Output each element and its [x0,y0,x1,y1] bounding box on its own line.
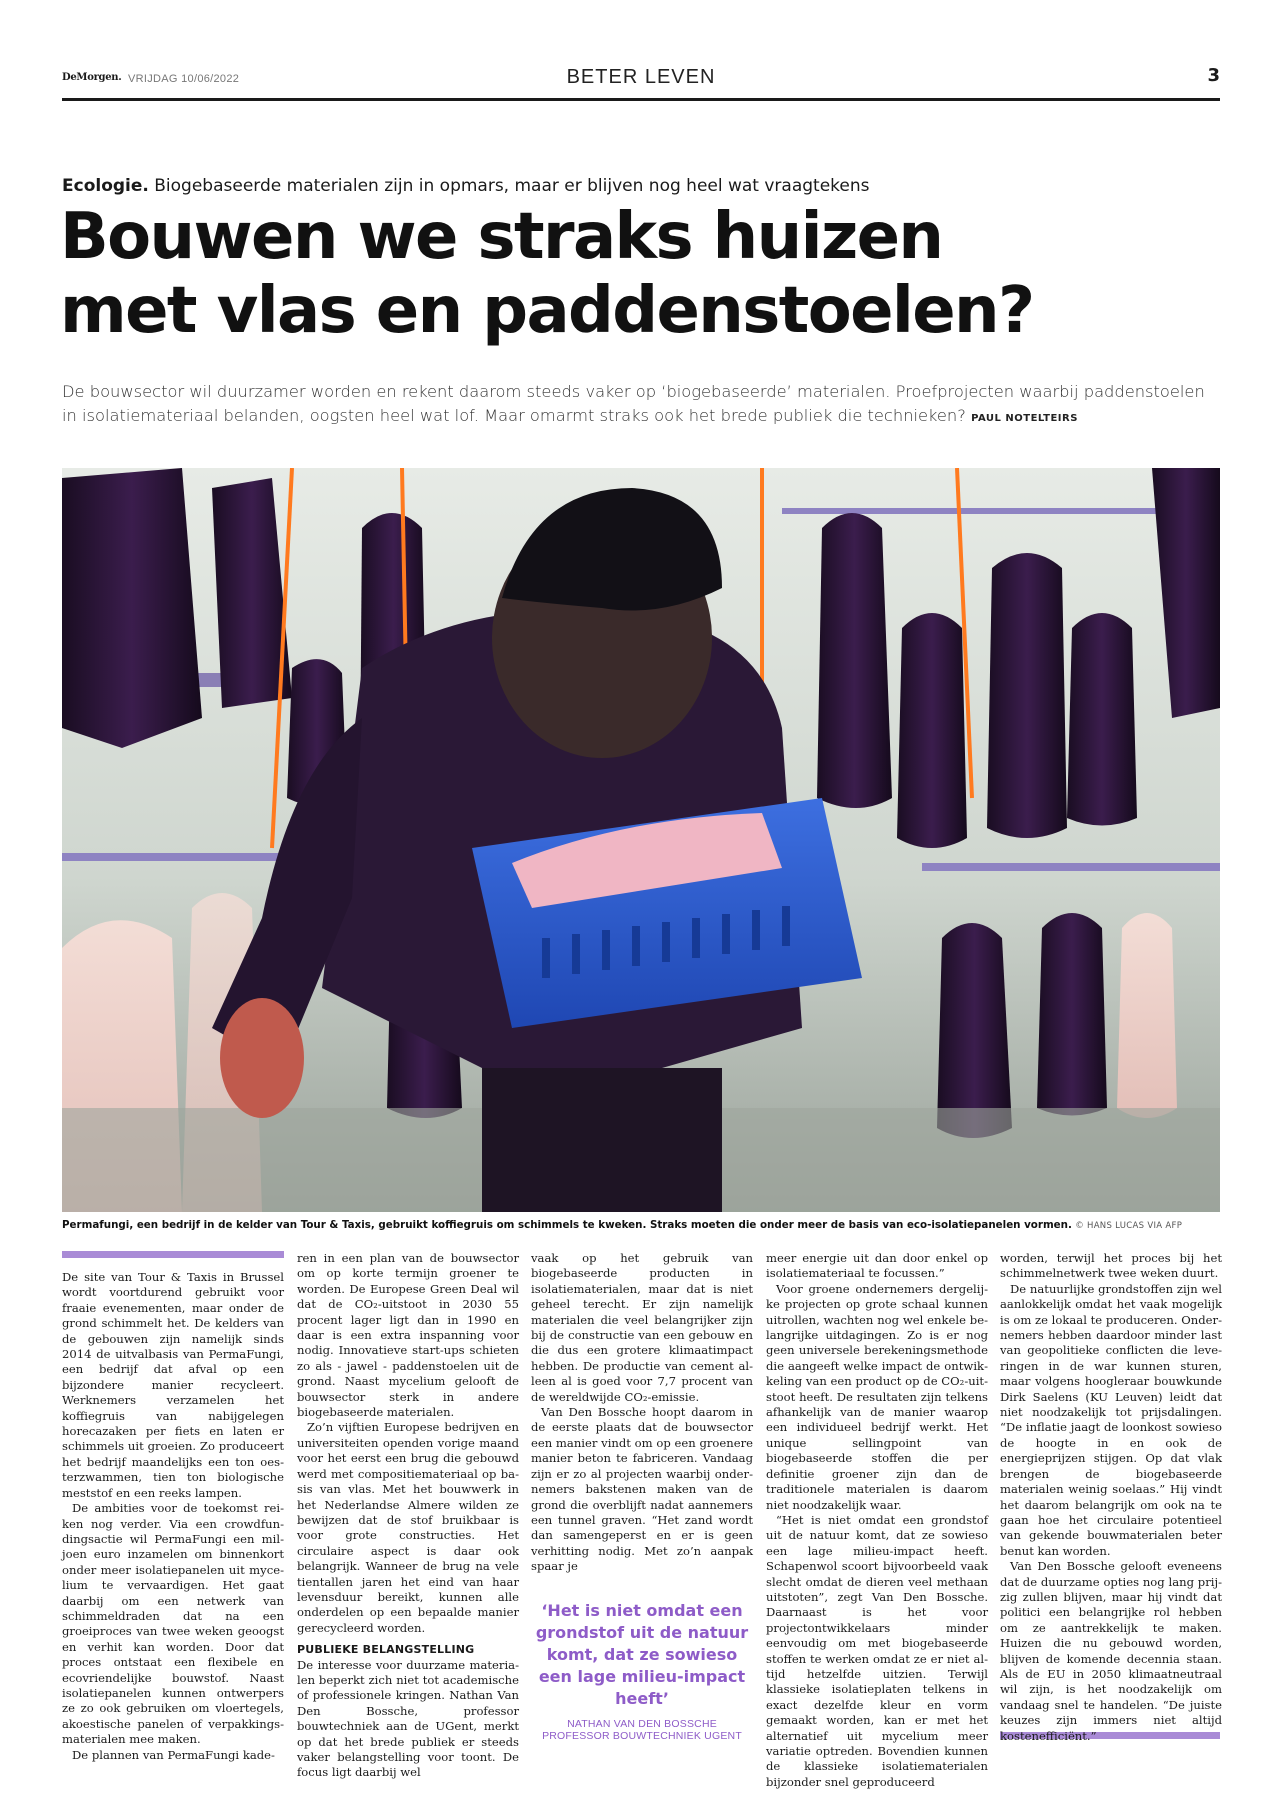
photo-credit: © HANS LUCAS VIA AFP [1075,1221,1183,1231]
kicker-label: Ecologie. [62,176,149,196]
paragraph: Van Den Bossche gelooft eveneens dat de duurzame opties nog lang prijzig zullen blijven, maar hij vindt dat politici een belangrijke rol hebben om ze aantrekkelijk te maken. Huizen die nu gebouwd worden, blijven de komende decennia staan. Als de EU in 2050 klimaatneutraal wil zijn, is het noodzakelijk om vandaag snel te handelen. “De juiste keuzes zijn immers niet altijd kostenefficiënt.” [1000,1559,1222,1743]
paragraph: Zo’n vijftien Europese bedrijven en universiteiten openden vorige maand voor het eerst een brug die gebouwd werd met compositiemateriaal op basis van vlas. Met het bouwwerk in het Nederlandse Almere wilden ze bewijzen dat de stof bruikbaar is voor grote constructies. Het circulaire aspect is daar ook belangrijk. Wanneer de brug na vele tientallen jaren het eind van haar levensduur bereikt, kunnen alle onderdelen op een bepaalde manier gerecycleerd worden. [297,1420,519,1635]
section-title: BETER LEVEN [566,66,716,88]
article-photo [62,468,1220,1212]
paragraph: vaak op het gebruik van biogebaseerde producten in isolatiematerialen, maar dat is niet geheel terecht. Er zijn namelijk materialen die veel belangrijker zijn bij de constructie van een gebouw en die dus een grotere klimaatimpact hebben. De productie van cement alleen al is goed voor 7,7 procent van de wereldwijde CO₂-emissie. [531,1251,753,1404]
headline-line-1: Bouwen we straks huizen [60,200,943,274]
paragraph: Van Den Bossche hoopt daarom in de eerste plaats dat de bouwsector een manier vindt om op een groenere manier beton te fabriceren. Vandaag zijn er zo al projecten waarbij ondernemers bakstenen maken van de grond die overblijft nadat aannemers een tunnel graven. “Het zand wordt dan samengeperst en er is geen verhitting nodig. Met zo’n aanpak spaar je [531,1405,753,1574]
pull-quote-role: PROFESSOR BOUWTECHNIEK UGENT [542,1730,742,1742]
caption-text: Permafungi, een bedrijf in de kelder van Tour & Taxis, gebruikt koffiegruis om schimmels te kweken. Straks moeten die onder meer de basis van eco-isolatiepanelen vormen. [62,1219,1072,1231]
body-column-4 [766,1251,988,1790]
paragraph: De interesse voor duurzame materialen beperkt zich niet tot academische of professionele kringen. Nathan Van Den Bossche, professor bouwtechniek aan de UGent, merkt op dat het brede publiek er steeds vaker belangstelling voor toont. De focus ligt daarbij wel [297,1657,519,1780]
intro-text: De bouwsector wil duurzamer worden en rekent daarom steeds vaker op ‘biogebaseerde’ materialen. Proefprojecten waarbij paddenstoelen in isolatiemateriaal belanden, oogsten heel wat lof. Maar omarmt straks ook het brede publiek die technieken? [62,382,1205,425]
body-column-1 [62,1270,284,1763]
page-number: 3 [1207,65,1220,86]
article-headline [60,200,1210,348]
body-column-3 [531,1251,753,1575]
pull-quote-text: ‘Het is niet omdat een grondstof uit de natuur komt, dat ze sowieso een lage milieu-impact heeft’ [535,1601,749,1708]
issue-date: VRIJDAG 10/06/2022 [128,73,240,85]
paragraph: De plannen van PermaFungi kade- [72,1747,275,1762]
headline-line-2: met vlas en paddenstoelen? [60,274,1034,348]
article-intro [62,380,1222,431]
column-top-accent-bar [62,1251,284,1258]
paragraph: De ambities voor de toekomst reiken nog verder. Via een crowdfundingsactie wil PermaFungi een miljoen euro inzamelen om binnenkort onder meer isolatiepanelen uit mycelium te vervaardigen. Het gaat daarbij om een netwerk van schimmeldraden dat na een groeiproces van twee weken geoogst en verhit kan worden. Door dat proces ontstaat een flexibele en ecovriendelijke bouwstof. Naast isolatiepanelen kunnen ontwerpers ze zo ook gebruiken om vloertegels, akoestische panelen of verpakkingsmaterialen mee maken. [62,1501,284,1747]
article-byline: PAUL NOTELTEIRS [971,413,1078,424]
masthead [62,62,1220,101]
photo-caption [62,1219,1220,1231]
pull-quote-name: NATHAN VAN DEN BOSSCHE [567,1718,717,1730]
body-column-2 [297,1251,519,1781]
mushroom-farm-photo [62,468,1220,1212]
body-column-5 [1000,1251,1222,1744]
newspaper-logo: DeMorgen. [62,72,122,83]
subheading: PUBLIEKE BELANGSTELLING [297,1643,475,1657]
paragraph: De site van Tour & Taxis in Brussel wordt voortdurend gebruikt voor fraaie evenementen, maar onder de grond schimmelt het. De kelders van de gebouwen zijn namelijk sinds 2014 de uitvalbasis van PermaFungi, een bedrijf dat afval op een bijzondere manier recycleert. Werknemers verzamelen het koffiegruis van nabijgelegen horecazaken per fiets en laten er schimmels uit groeien. Zo produceert het bedrijf maandelijks een ton oesterzwammen, tien ton biologische meststof en een reeks lampen. [62,1270,284,1500]
paragraph: worden, terwijl het proces bij het schimmelnetwerk twee weken duurt. [1000,1251,1222,1281]
paragraph: meer energie uit dan door enkel op isolatiemateriaal te focussen.” [766,1251,988,1281]
paragraph: “Het is niet omdat een grondstof uit de natuur komt, dat ze sowieso een lage milieu-impact heeft. Schapenwol scoort bijvoorbeeld vaak slecht omdat de dieren veel methaan uitstoten”, zegt Van Den Bossche. Daarnaast is het voor projectontwikkelaars minder eenvoudig om met biogebaseerde stoffen te werken omdat ze er niet altijd hetzelfde uitzien. Terwijl klassieke isolatieplaten telkens in exact dezelfde kleur en vorm gemaakt worden, kan er met het alternatief uit mycelium meer variatie optreden. Bovendien kunnen de klassieke isolatiematerialen bijzonder snel geproduceerd [766,1512,988,1789]
paragraph: De natuurlijke grondstoffen zijn wel aanlokkelijk omdat het vaak mogelijk is om ze lokaal te produceren. Ondernemers hebben daardoor minder last van geopolitieke conflicten die leveringen in de war kunnen sturen, maar volgens hoogleraar bouwkunde Dirk Saelens (KU Leuven) leidt dat niet noodzakelijk tot prijsdalingen. “De inflatie jaagt de loonkost sowieso de hoogte in en ook de energieprijzen stijgen. Op dat vlak brengen de biogebaseerde materialen weinig soelaas.” Hij vindt het daarom belangrijk om ook na te gaan hoe het circulaire potentieel van gekende bouwmaterialen beter benut kan worden. [1000,1281,1222,1558]
pull-quote [531,1600,753,1742]
paragraph: Voor groene ondernemers dergelijke projecten op grote schaal kunnen uitrollen, wachten nog wel enkele belangrijke uitdagingen. Zo is er nog geen universele berekeningsmethode die aangeeft welke impact de ontwikkeling van een product op de CO₂-uitstoot heeft. De resultaten zijn telkens afhankelijk van de manier waarop een individueel bedrijf werkt. Het unique sellingpoint van biogebaseerde stoffen die per definitie groener zijn dan de traditionele materialen is daarom niet noodzakelijk waar. [766,1281,988,1512]
kicker-text: Biogebaseerde materialen zijn in opmars, maar er blijven nog heel wat vraagtekens [154,176,870,196]
paragraph: ren in een plan van de bouwsector om op korte termijn groener te worden. De Europese Green Deal wil dat de CO₂-uitstoot in 2030 55 procent lager ligt dan in 1990 en daar is een extra inspanning voor nodig. Innovatieve start-ups schieten zo als - jawel - paddenstoelen uit de grond. Naast mycelium gelooft de bouwsector sterk in andere biogebaseerde materialen. [297,1251,519,1420]
article-kicker [62,176,870,196]
